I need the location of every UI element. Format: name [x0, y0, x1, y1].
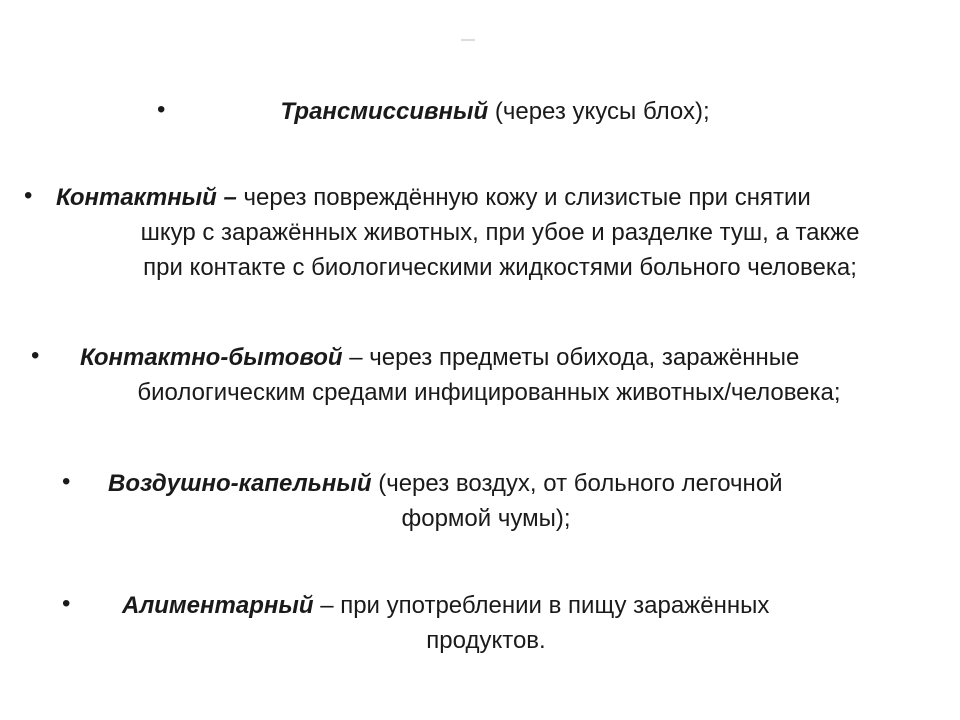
list-item — [76, 466, 960, 501]
list-item-continuation: формой чумы); — [401, 505, 571, 532]
bullet-dot: • — [62, 590, 71, 617]
bullet-dot: • — [62, 468, 71, 495]
bullet-dot: • — [31, 342, 40, 369]
bullet-dot: • — [24, 182, 33, 209]
list-item — [44, 340, 960, 375]
list-item-continuation: шкур с заражённых животных, при убое и разделке туш, а также — [140, 219, 860, 246]
list-item-continuation: продуктов. — [426, 627, 546, 654]
item-text: – при употреблении в пищу заражённых — [313, 592, 770, 619]
list-item — [40, 180, 960, 215]
list-item-continuation: при контакте с биологическими жидкостями больного человека; — [143, 254, 857, 281]
term-transmissive: Трансмиссивный — [280, 98, 489, 125]
list-item-continuation: биологическим средами инфицированных животных/человека; — [137, 379, 841, 406]
term-alimentary: Алиментарный — [122, 592, 314, 619]
list-item — [76, 588, 960, 623]
term-contact-household: Контактно-бытовой — [80, 344, 343, 371]
term-contact: Контактный – — [56, 184, 237, 211]
bullet-dot: • — [157, 96, 166, 123]
item-text: (через укусы блох); — [488, 98, 710, 125]
term-airborne: Воздушно-капельный — [108, 470, 372, 497]
item-text: через повреждённую кожу и слизистые при снятии — [236, 184, 811, 211]
top-mark — [461, 39, 475, 41]
list-item — [170, 94, 820, 129]
item-text: – через предметы обихода, заражённые — [342, 344, 800, 371]
item-text: (через воздух, от больного легочной — [371, 470, 783, 497]
